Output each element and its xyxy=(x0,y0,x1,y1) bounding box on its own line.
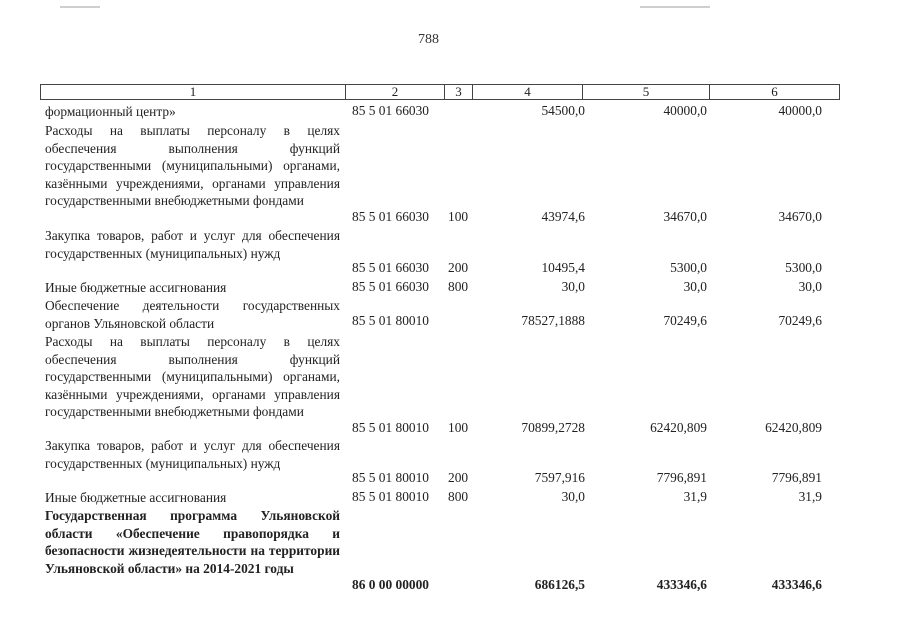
row-vr: 800 xyxy=(448,489,469,504)
table-header xyxy=(40,84,840,100)
row-col-6: 7796,891 xyxy=(771,470,822,485)
row-vr: 100 xyxy=(448,209,469,224)
row-col-4: 7597,916 xyxy=(534,470,585,485)
row-col-5: 31,9 xyxy=(683,489,707,504)
row-description: Расходы на выплаты персоналу в целях обеспечения выполнения функций государственными (муниципальными) органами, казёнными учреждениями, органами управления государственными внебюджетными фондами xyxy=(45,123,340,208)
row-col-5: 62420,809 xyxy=(650,420,707,435)
row-col-4: 54500,0 xyxy=(541,103,585,118)
scan-artifact xyxy=(60,6,100,8)
row-col-4: 10495,4 xyxy=(541,260,585,275)
row-description: Иные бюджетные ассигнования xyxy=(45,490,227,505)
row-col-6: 30,0 xyxy=(798,279,822,294)
row-code: 86 0 00 00000 xyxy=(352,577,429,592)
row-col-4: 30,0 xyxy=(561,279,585,294)
header-col-4: 4 xyxy=(473,85,583,99)
row-col-6: 5300,0 xyxy=(785,260,822,275)
row-col-4: 30,0 xyxy=(561,489,585,504)
row-col-5: 433346,6 xyxy=(656,577,707,592)
row-col-5: 5300,0 xyxy=(670,260,707,275)
row-code: 85 5 01 66030 xyxy=(352,209,429,224)
row-vr: 200 xyxy=(448,260,469,275)
row-col-6: 433346,6 xyxy=(771,577,822,592)
row-code: 85 5 01 66030 xyxy=(352,279,429,294)
row-code: 85 5 01 80010 xyxy=(352,489,429,504)
header-col-3: 3 xyxy=(445,85,473,99)
row-col-5: 40000,0 xyxy=(663,103,707,118)
row-description: Расходы на выплаты персоналу в целях обеспечения выполнения функций государственными (муниципальными) органами, казёнными учреждениями, органами управления государственными внебюджетными фондами xyxy=(45,334,340,419)
row-description: Государственная программа Ульяновской области «Обеспечение правопорядка и безопасности жизнедеятельности на территории Ульяновской области» на 2014-2021 годы xyxy=(45,508,340,576)
row-description: Закупка товаров, работ и услуг для обеспечения государственных (муниципальных) нужд xyxy=(45,228,340,261)
row-code: 85 5 01 80010 xyxy=(352,313,429,328)
page-number: 788 xyxy=(418,32,439,47)
row-code: 85 5 01 80010 xyxy=(352,470,429,485)
row-col-6: 40000,0 xyxy=(778,103,822,118)
row-description: Обеспечение деятельности государственных органов Ульяновской области xyxy=(45,298,340,331)
row-description: формационный центр» xyxy=(45,104,176,119)
row-col-6: 31,9 xyxy=(798,489,822,504)
row-col-5: 30,0 xyxy=(683,279,707,294)
row-vr: 800 xyxy=(448,279,469,294)
row-col-4: 78527,1888 xyxy=(521,313,585,328)
row-description: Закупка товаров, работ и услуг для обеспечения государственных (муниципальных) нужд xyxy=(45,438,340,471)
row-col-5: 34670,0 xyxy=(663,209,707,224)
row-description: Иные бюджетные ассигнования xyxy=(45,280,227,295)
header-col-2: 2 xyxy=(346,85,445,99)
header-col-5: 5 xyxy=(583,85,710,99)
row-col-5: 7796,891 xyxy=(656,470,707,485)
row-col-6: 70249,6 xyxy=(778,313,822,328)
row-col-4: 43974,6 xyxy=(541,209,585,224)
row-code: 85 5 01 80010 xyxy=(352,420,429,435)
scan-artifact xyxy=(640,6,710,8)
header-col-1: 1 xyxy=(41,85,346,99)
row-col-4: 70899,2728 xyxy=(521,420,585,435)
row-vr: 100 xyxy=(448,420,469,435)
row-col-6: 62420,809 xyxy=(765,420,822,435)
header-col-6: 6 xyxy=(771,84,778,99)
row-col-5: 70249,6 xyxy=(663,313,707,328)
row-vr: 200 xyxy=(448,470,469,485)
row-code: 85 5 01 66030 xyxy=(352,103,429,118)
row-col-6: 34670,0 xyxy=(778,209,822,224)
row-code: 85 5 01 66030 xyxy=(352,260,429,275)
row-col-4: 686126,5 xyxy=(534,577,585,592)
